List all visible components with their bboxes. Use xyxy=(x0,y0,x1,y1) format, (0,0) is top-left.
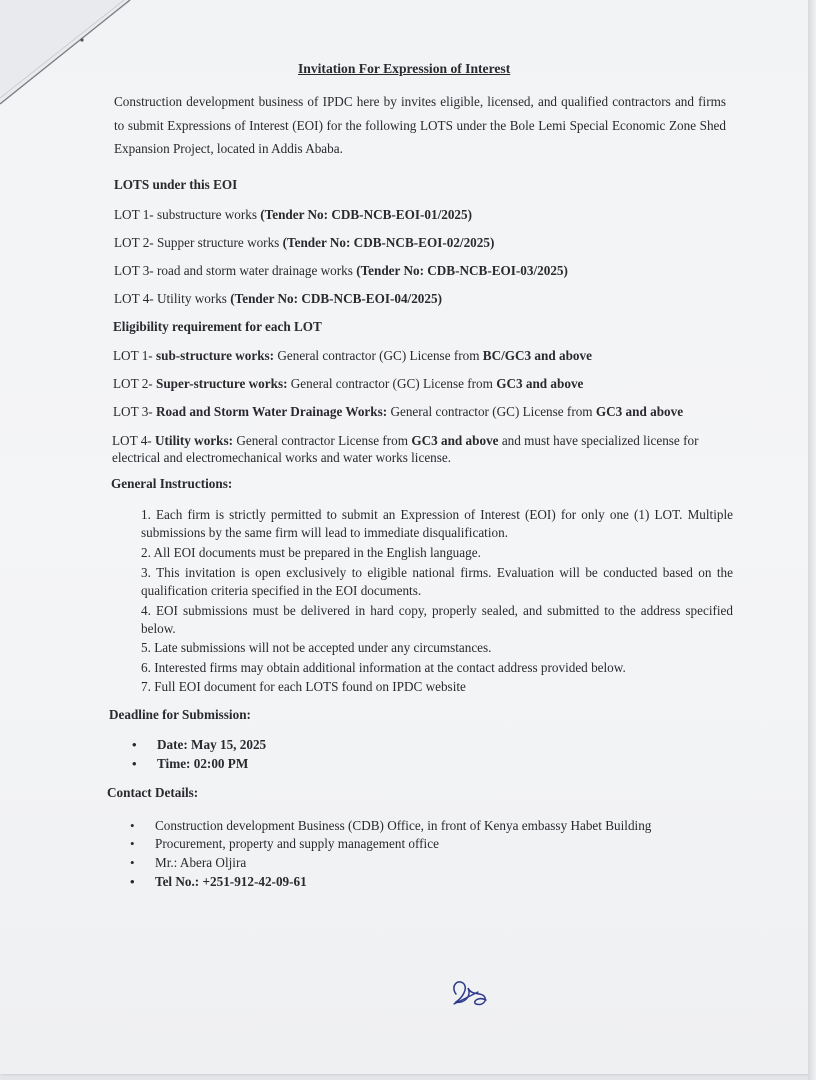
eligibility-lot: LOT 3- xyxy=(113,404,156,419)
instructions-heading: General Instructions: xyxy=(111,476,233,491)
eligibility-grade: BC/GC3 and above xyxy=(482,348,592,363)
lot-item xyxy=(114,290,442,307)
intro-paragraph: Construction development business of IPDC here by invites eligible, licensed, and qualified contractors and firms to submit Expressions of Interest (EOI) for the following LOTS under the Bole Lemi Special Economic Zone Shed Expansion Project, located in Addis Ababa. xyxy=(114,94,726,156)
eligibility-grade: GC3 and above xyxy=(411,433,499,448)
eligibility-heading: Eligibility requirement for each LOT xyxy=(113,319,322,334)
lot-item xyxy=(114,262,568,279)
eligibility-text: General contractor License from xyxy=(233,433,412,448)
lot-label: LOT 3- road and storm water drainage works xyxy=(114,263,357,278)
eligibility-grade: GC3 and above xyxy=(595,404,684,419)
eligibility-lot: LOT 2- xyxy=(113,376,156,391)
lots-heading: LOTS under this EOI xyxy=(114,177,238,192)
eligibility-work: Utility works: xyxy=(154,433,234,448)
eligibility-lot: LOT 4- xyxy=(112,433,155,448)
eligibility-work: Road and Storm Water Drainage Works: xyxy=(155,404,388,419)
deadline-time: • Time: 02:00 PM xyxy=(157,755,248,772)
contact-department: • Procurement, property and supply management office xyxy=(155,835,439,852)
deadline-heading: Deadline for Submission: xyxy=(109,707,251,722)
lot-tender-number: (Tender No: CDB-NCB-EOI-03/2025) xyxy=(356,263,568,278)
eligibility-text: General contractor (GC) License from xyxy=(287,376,497,391)
lot-label: LOT 2- Supper structure works xyxy=(114,235,283,250)
instruction-item: 3. This invitation is open exclusively to eligible national firms. Evaluation will be conducted based on the qualification criteria specified in the EOI documents. xyxy=(141,565,733,598)
lot-label: LOT 4- Utility works xyxy=(114,291,231,306)
instruction-item: 4. EOI submissions must be delivered in hard copy, properly sealed, and submitted to the address specified below. xyxy=(141,603,733,636)
instruction-item: 5. Late submissions will not be accepted under any circumstances. xyxy=(141,640,492,655)
eligibility-text: General contractor (GC) License from xyxy=(274,348,483,363)
eligibility-item xyxy=(113,375,583,392)
instruction-item: 6. Interested firms may obtain additional information at the contact address provided below. xyxy=(141,660,626,675)
eligibility-text: General contractor (GC) License from xyxy=(387,404,596,419)
eligibility-item xyxy=(113,347,592,364)
contact-office: • Construction development Business (CDB) Office, in front of Kenya embassy Habet Building xyxy=(155,817,651,834)
eligibility-work: Super-structure works: xyxy=(155,376,288,391)
eligibility-lot: LOT 1- xyxy=(113,348,156,363)
lot-label: LOT 1- substructure works xyxy=(114,207,261,222)
lot-tender-number: (Tender No: CDB-NCB-EOI-04/2025) xyxy=(230,291,442,306)
lot-item xyxy=(114,234,494,251)
instruction-item: 1. Each firm is strictly permitted to submit an Expression of Interest (EOI) for only one (1) LOT. Multiple submissions by the same firm will lead to immediate disqualification. xyxy=(141,507,733,540)
document-title: Invitation For Expression of Interest xyxy=(298,61,511,76)
eligibility-grade: GC3 and above xyxy=(496,376,584,391)
lot-tender-number: (Tender No: CDB-NCB-EOI-02/2025) xyxy=(282,235,495,250)
eligibility-item xyxy=(113,403,683,420)
eligibility-item xyxy=(112,432,708,466)
contact-heading: Contact Details: xyxy=(107,785,199,800)
contact-phone: • Tel No.: +251-912-42-09-61 xyxy=(155,873,307,890)
contact-person: • Mr.: Abera Oljira xyxy=(155,854,246,871)
instruction-item: 7. Full EOI document for each LOTS found on IPDC website xyxy=(141,679,466,694)
paper-edge xyxy=(808,0,816,1080)
instruction-item: 2. All EOI documents must be prepared in the English language. xyxy=(141,545,481,560)
eligibility-tail: and must have specialized license for electrical and electromechanical works and water works license. xyxy=(112,433,699,465)
lot-tender-number: (Tender No: CDB-NCB-EOI-01/2025) xyxy=(260,207,472,222)
eligibility-work: sub-structure works: xyxy=(155,348,275,363)
signature-mark xyxy=(448,974,492,1014)
deadline-date: • Date: May 15, 2025 xyxy=(157,736,266,753)
lot-item xyxy=(114,206,472,223)
